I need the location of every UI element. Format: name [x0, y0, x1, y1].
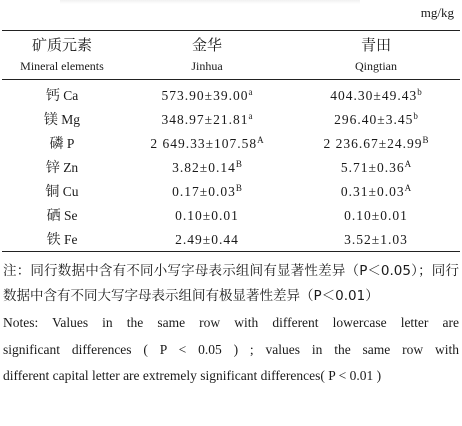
jinhua-value-cell — [122, 203, 292, 227]
note-english-line: Notes: Values in the same row with different lowercase letter are — [3, 315, 459, 330]
element-name-zh: 钙 — [45, 88, 60, 104]
value: 0.31±0.03 — [340, 183, 405, 199]
element-cell — [2, 179, 122, 203]
significance-letter: a — [248, 110, 253, 121]
significance-letter: A — [404, 158, 412, 169]
element-name-zh: 镁 — [43, 112, 58, 128]
significance-letter: b — [417, 86, 422, 97]
top-edge-fragment — [60, 0, 360, 4]
jinhua-value-cell — [122, 155, 292, 179]
note-chinese: 注：同行数据中含有不同小写字母表示组间有显著性差异（P＜0.05）；同行数据中含有不同大写字母表示组间有极显著性差异（P＜0.01） — [3, 263, 459, 304]
value: 348.97±21.81 — [161, 111, 249, 127]
qingtian-value-cell — [292, 155, 460, 179]
element-name-zh: 铜 — [45, 184, 60, 200]
table-row — [2, 203, 460, 227]
qingtian-value-cell — [292, 131, 460, 155]
value: 2 649.33±107.58 — [150, 135, 258, 151]
element-cell — [2, 227, 122, 252]
jinhua-value-cell — [122, 227, 292, 252]
element-symbol: Ca — [63, 88, 79, 103]
significance-letter: B — [235, 158, 242, 169]
header-element-zh: 矿质元素 — [31, 36, 92, 54]
element-symbol: P — [66, 136, 75, 151]
header-qingtian-en: Qingtian — [355, 58, 397, 73]
element-name-zh: 锌 — [45, 160, 60, 176]
element-name-zh: 磷 — [49, 136, 64, 152]
qingtian-value-cell — [292, 179, 460, 203]
significance-letter: A — [257, 134, 264, 145]
table-row — [2, 155, 460, 179]
jinhua-value-cell — [122, 80, 292, 108]
table-row — [2, 80, 460, 108]
element-name-zh: 铁 — [46, 232, 61, 248]
header-jinhua-en: Jinhua — [191, 58, 223, 73]
qingtian-value-cell — [292, 203, 460, 227]
value: 2.49±0.44 — [175, 231, 239, 247]
table-row — [2, 179, 460, 203]
significance-letter: B — [235, 182, 242, 193]
value: 5.71±0.36 — [340, 159, 405, 175]
significance-letter: a — [248, 86, 253, 97]
table-row — [2, 107, 460, 131]
value: 404.30±49.43 — [330, 87, 418, 103]
value: 2 236.67±24.99 — [323, 135, 423, 151]
element-symbol: Mg — [61, 112, 81, 127]
element-symbol: Cu — [62, 184, 79, 199]
element-cell — [2, 80, 122, 108]
significance-letter: b — [413, 110, 418, 121]
table-notes — [3, 259, 459, 389]
value: 296.40±3.45 — [334, 111, 414, 127]
element-name-zh: 硒 — [46, 208, 61, 224]
element-cell — [2, 203, 122, 227]
element-cell — [2, 131, 122, 155]
qingtian-value-cell — [292, 227, 460, 252]
jinhua-value-cell — [122, 179, 292, 203]
significance-letter: A — [404, 182, 412, 193]
qingtian-value-cell — [292, 107, 460, 131]
element-symbol: Zn — [63, 160, 79, 175]
element-cell — [2, 155, 122, 179]
value: 3.52±1.03 — [344, 231, 408, 247]
value: 573.90±39.00 — [161, 87, 249, 103]
header-jinhua-zh: 金华 — [191, 36, 222, 54]
element-symbol: Fe — [63, 232, 78, 247]
value: 3.82±0.14 — [172, 159, 236, 175]
table-row — [2, 227, 460, 252]
value: 0.17±0.03 — [172, 183, 236, 199]
element-symbol: Se — [63, 208, 78, 223]
note-english-line: significant differences ( P < 0.05 ) ; values in the same row with — [3, 341, 459, 357]
significance-letter: B — [422, 134, 429, 145]
note-english-line: different capital letter are extremely significant differences( P < 0.01 ) — [3, 368, 382, 383]
jinhua-value-cell — [122, 131, 292, 155]
header-qingtian-zh: 青田 — [360, 36, 391, 54]
value: 0.10±0.01 — [175, 207, 239, 223]
table-body — [2, 80, 460, 252]
mineral-table — [2, 30, 460, 252]
jinhua-value-cell — [122, 107, 292, 131]
unit-label: mg/kg — [420, 5, 454, 20]
table-row — [2, 131, 460, 155]
value: 0.10±0.01 — [344, 207, 408, 223]
qingtian-value-cell — [292, 80, 460, 108]
header-element-en: Mineral elements — [20, 58, 104, 73]
element-cell — [2, 107, 122, 131]
